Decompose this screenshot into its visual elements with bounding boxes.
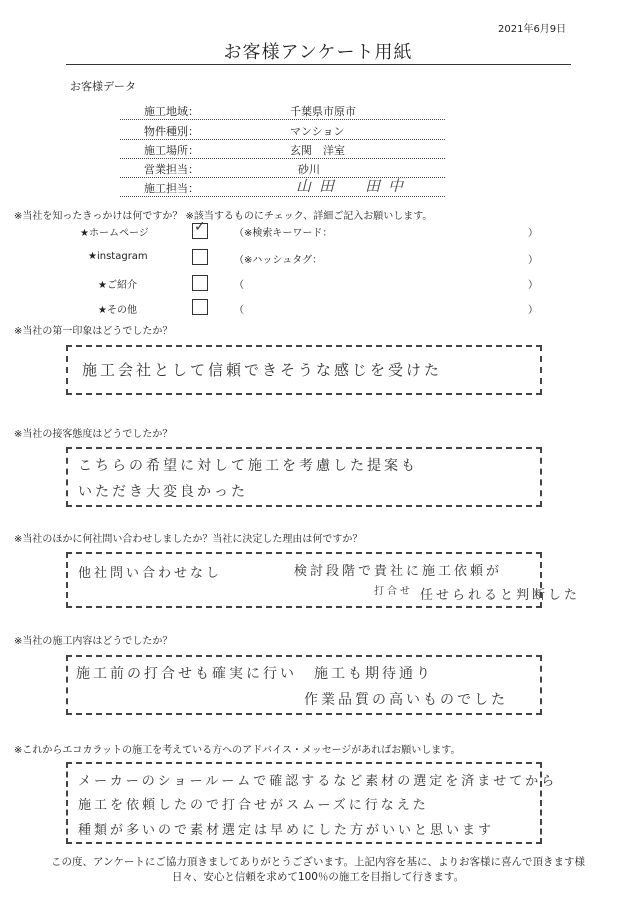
answer-box-construction-quality: [66, 655, 542, 715]
handwritten-installer: 山田 田中: [296, 177, 412, 195]
survey-date: 2021年6月9日: [498, 24, 567, 35]
source-close: ）: [528, 305, 538, 316]
handwritten-answer-line: 種類が多いので素材選定は早めにした方がいいと思います: [78, 823, 495, 838]
question-other-companies: ※当社のほかに何社問い合わせしましたか？当社に決定した理由は何ですか？: [14, 534, 363, 545]
handwritten-answer-line: 作業品質の高いものでした: [304, 692, 508, 708]
question-first-impression: ※当社の第一印象はどうでしたか？: [14, 326, 173, 337]
info-value: 玄関 洋室: [290, 144, 345, 157]
info-row-location: [120, 139, 445, 159]
instagram-checkbox[interactable]: [192, 249, 208, 265]
source-label: ★その他: [98, 305, 137, 316]
other-checkbox[interactable]: [192, 299, 208, 315]
referral-checkbox[interactable]: [192, 275, 208, 291]
question-customer-service: ※当社の接客態度はどうでしたか？: [14, 429, 173, 440]
info-label: 施工担当：: [144, 182, 199, 195]
source-detail: （: [234, 280, 244, 291]
source-row-referral: [98, 276, 137, 291]
handwritten-annotation: 打合せ: [374, 586, 413, 597]
handwritten-answer-line: いただき大変良かった: [78, 484, 248, 500]
source-close: ）: [528, 255, 538, 266]
source-close: ）: [528, 280, 538, 291]
info-row-area: [120, 100, 445, 120]
info-value: 千葉県市原市: [290, 105, 356, 118]
title-underline: [66, 64, 571, 65]
question-advice: ※これからエコカラットの施工を考えている方へのアドバイス・メッセージがあればお願いします。: [14, 745, 461, 756]
answer-box-customer-service: [66, 447, 542, 507]
question-construction-quality: ※当社の施工内容はどうでしたか？: [14, 636, 173, 647]
handwritten-answer-line: 他社問い合わせなし: [78, 566, 223, 581]
source-row-instagram: [88, 251, 148, 262]
source-label: ★ホームページ: [80, 228, 149, 239]
footer-line: この度、アンケートにご協力頂きましてありがとうございます。上記内容を基に、よりお客様に喜んで頂きます様: [50, 856, 586, 868]
source-detail: （※検索キーワード：: [234, 228, 333, 239]
info-label: 営業担当：: [144, 163, 199, 176]
answer-box-other-companies: [66, 552, 581, 608]
source-close: ）: [528, 228, 538, 239]
handwritten-answer-line: こちらの希望に対して施工を考慮した提案も: [78, 458, 418, 474]
handwritten-answer-line: 施工を依頼したので打合せがスムーズに行なえた: [78, 798, 429, 813]
info-row-installer: [120, 177, 445, 197]
question-source: ※当社を知ったきっかけは何ですか？ ※該当するものにチェック、詳細ご記入お願いします。: [14, 211, 433, 222]
footer-message: [0, 855, 636, 885]
handwritten-answer-line: 検討段階で貴社に施工依頼が: [294, 564, 503, 579]
homepage-checkbox[interactable]: [192, 219, 208, 239]
info-label: 物件種別：: [144, 125, 199, 138]
answer-box-first-impression: [66, 345, 542, 395]
check-mark-icon: ✓: [194, 219, 206, 235]
source-label: ★ご紹介: [98, 280, 137, 291]
handwritten-answer-line: メーカーのショールームで確認するなど素材の選定を済ませてから: [78, 774, 558, 789]
info-value: マンション: [290, 125, 345, 138]
source-label: ★instagram: [88, 251, 148, 262]
source-detail: （※ハッシュタグ：: [234, 255, 323, 266]
customer-data-heading: お客様データ: [70, 80, 136, 93]
handwritten-answer-line: 施工前の打合せも確実に行い 施工も期待通り: [76, 666, 433, 682]
info-row-property-type: [120, 120, 445, 140]
footer-line: 日々、安心と信頼を求めて100％の施工を目指して行きます。: [171, 871, 465, 883]
info-value: 砂川: [298, 163, 320, 176]
info-label: 施工地域：: [144, 105, 199, 118]
handwritten-answer-line: 施工会社として信頼できそうな感じを受けた: [82, 361, 443, 379]
info-label: 施工場所：: [144, 144, 199, 157]
handwritten-answer-line: 任せられると判断した: [420, 588, 581, 603]
page-title: お客様アンケート用紙: [223, 42, 413, 63]
source-detail: （: [234, 305, 244, 316]
source-row-other: [98, 301, 137, 316]
source-row-homepage: [80, 224, 149, 239]
answer-box-advice: [66, 762, 558, 844]
